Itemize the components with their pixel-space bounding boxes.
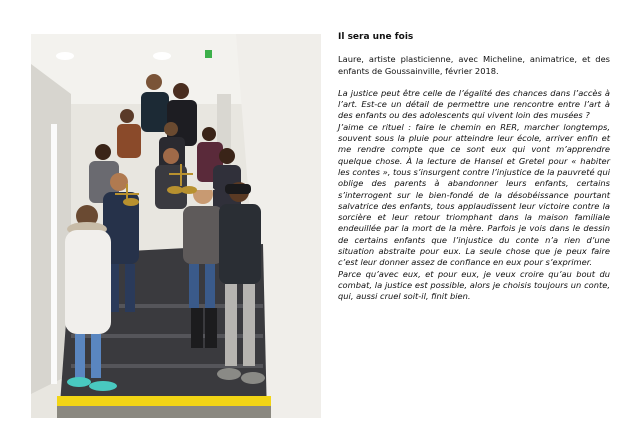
group-photo-staircase-illustration: [31, 34, 321, 418]
body-text: [338, 88, 610, 303]
credit-line: Laure, artiste plasticienne, avec Micheline, animatrice, et des enfants de Goussainville, février 2018.: [338, 54, 610, 76]
paragraph: Parce qu’avec eux, et pour eux, je veux croire qu’au bout du combat, la justice est possible, alors je choisis toujours un conte, qui, aussi cruel soit-il, finit bien.: [338, 268, 610, 302]
step-edge-yellow: [57, 396, 271, 406]
group-photo: [31, 34, 321, 418]
paragraph: J’aime ce rituel : faire le chemin en RER, marcher longtemps, souvent sous la pluie pour atteindre leur école, arriver enfin et me rendre compte que ce sont eux qui vont m’apprendre quelque chose. À la lecture de Hansel et Gretel pour « habiter les contes », tous s’insurgent contre l’injustice de la pauvreté qui oblige des parents à abandonner leurs enfants, certains s’interrogent sur le bien-fondé de la désobéissance pourtant salvatrice des enfants, tous applaudissent leur victoire contre la sorcière et leur retour triomphant dans la maison familiale endeuillée par la mort de la mère. Parfois je vois dans le dessin de certains enfants que l’injustice du conte n’a rien d’une situation abstraite pour eux. La seule chose que je peux faire c’est leur donner assez de confiance en eux pour s’exprimer.: [338, 121, 611, 268]
title: Il sera une fois: [338, 32, 414, 42]
paragraph: La justice peut être celle de l’égalité des chances dans l’accès à l’art. Est-ce un détail de permettre une rencontre entre l’art à des enfants ou des adolescents qui vivent loin des musées ?: [338, 87, 610, 121]
text-column: [338, 32, 610, 303]
